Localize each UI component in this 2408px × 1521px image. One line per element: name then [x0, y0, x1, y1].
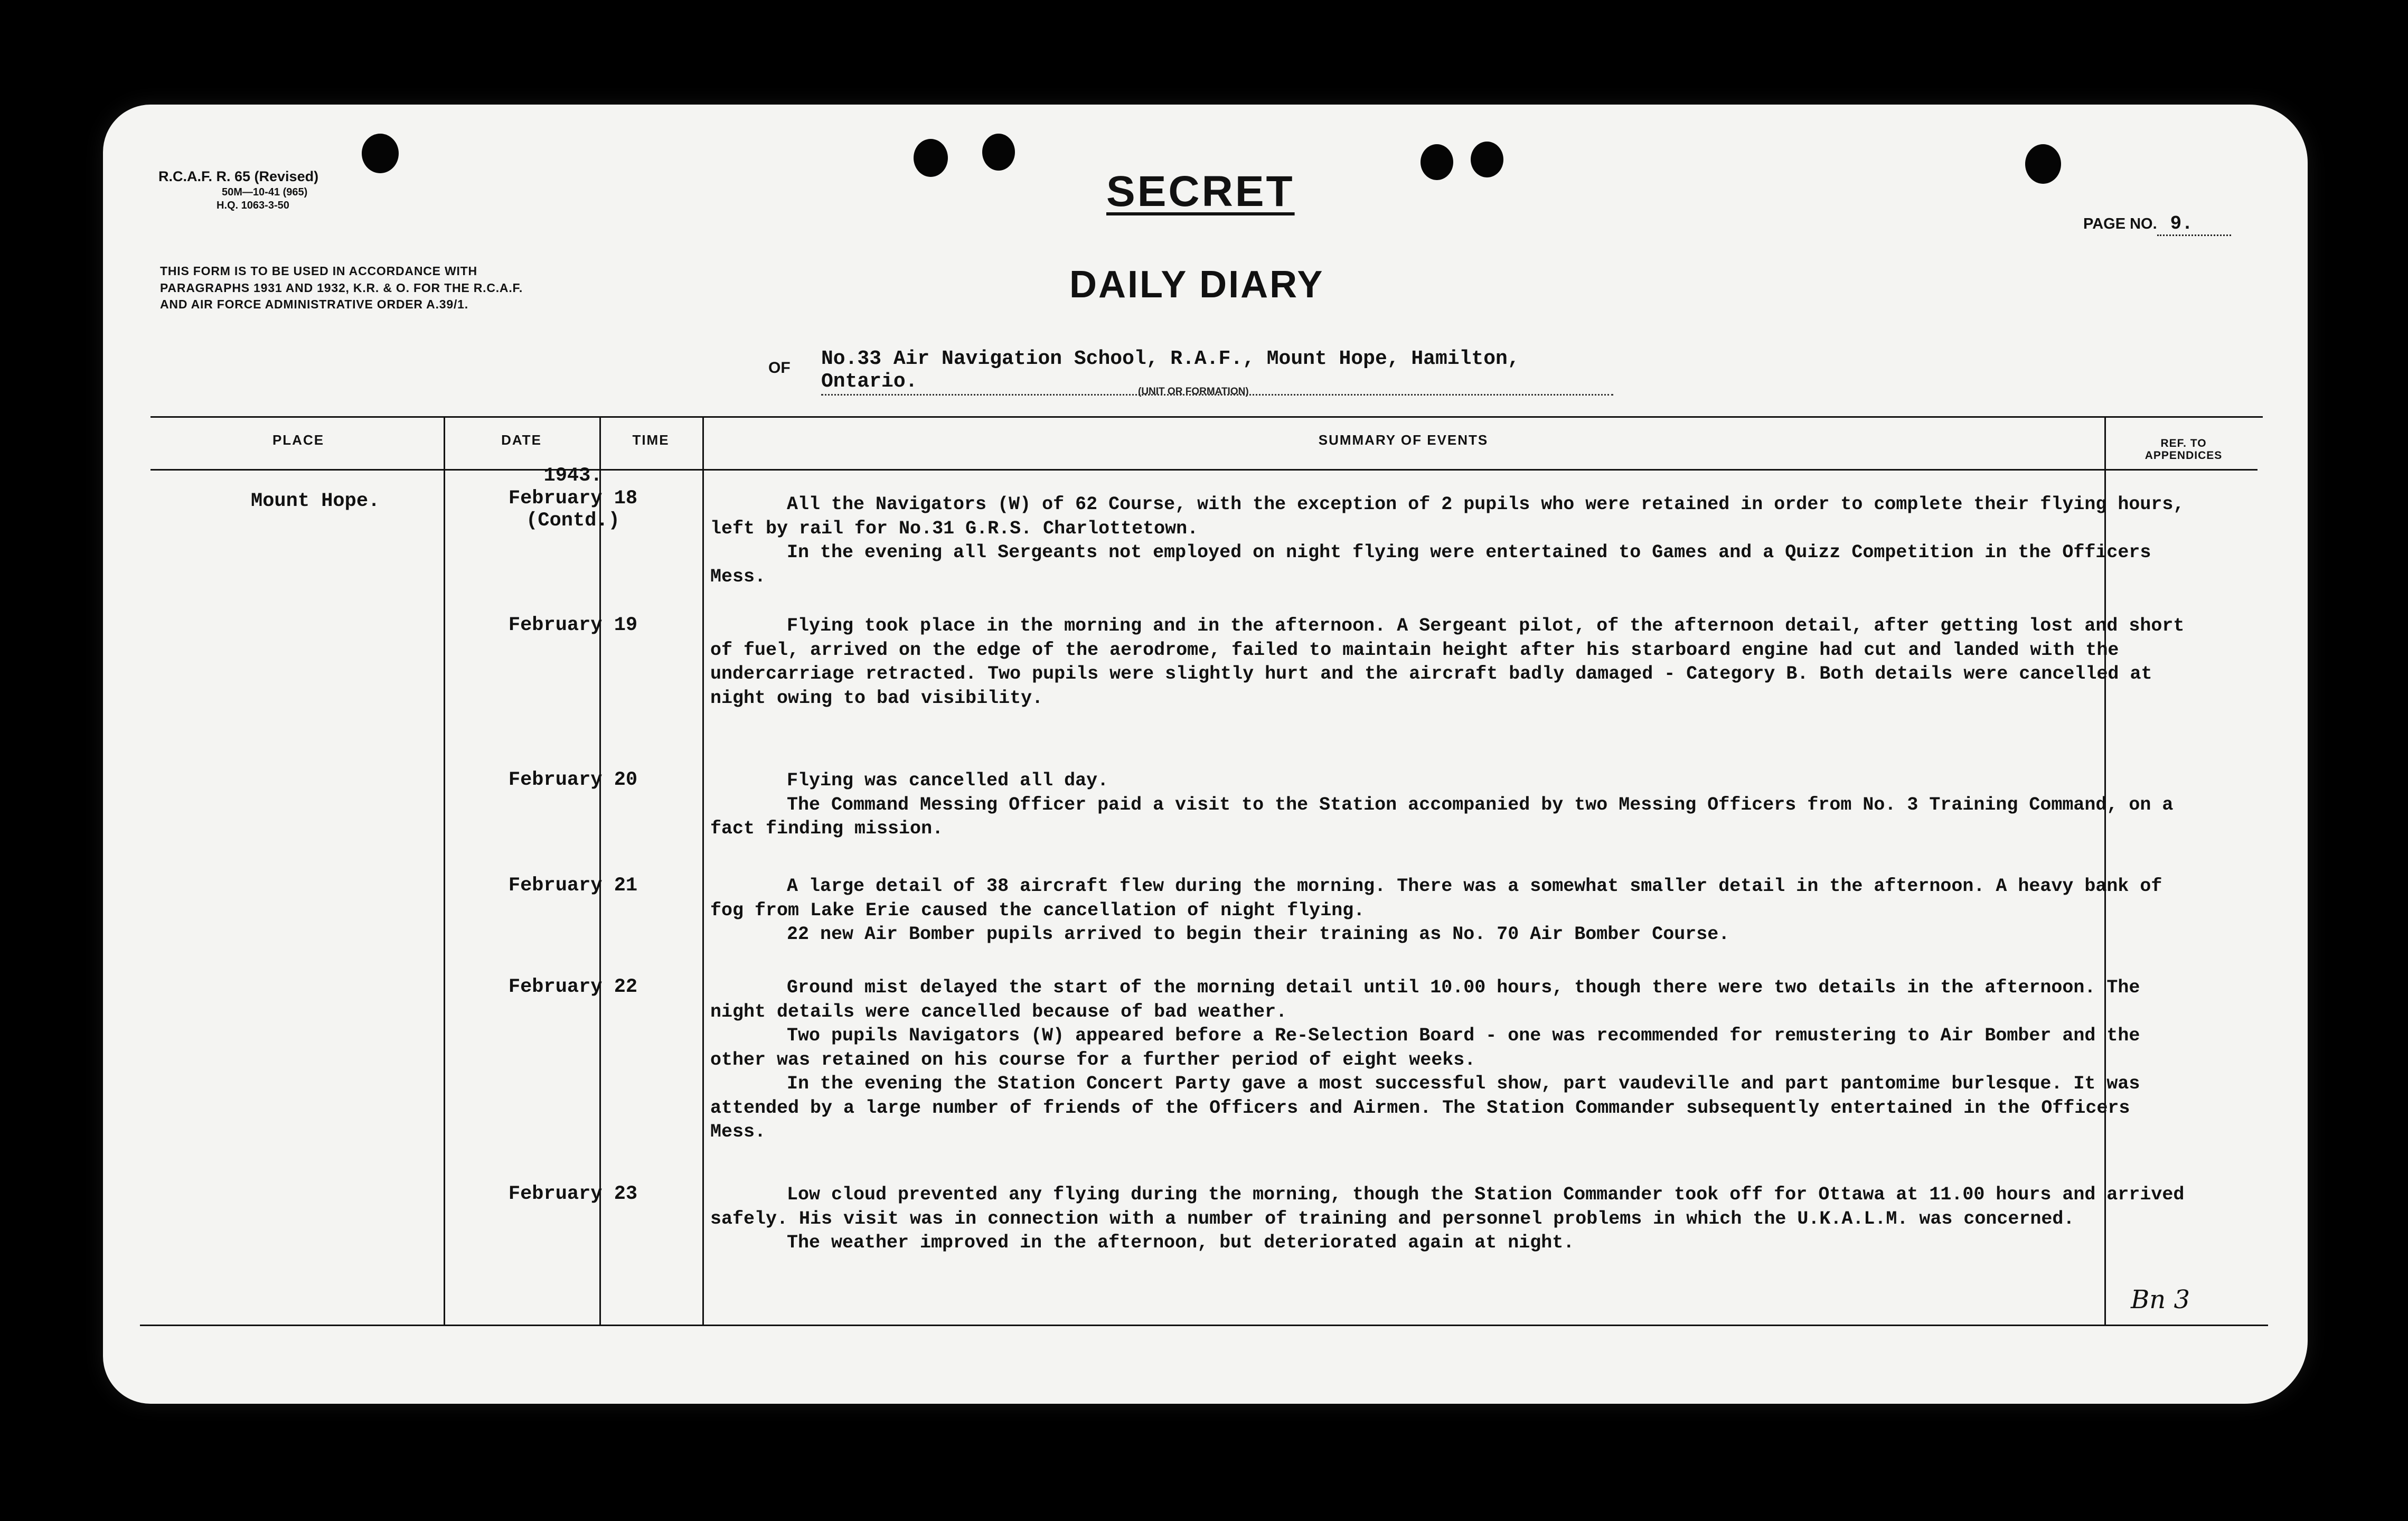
punch-hole [914, 139, 948, 177]
place-value: Mount Hope. [251, 490, 380, 512]
diary-entry [710, 1183, 2194, 1255]
entry-paragraph: In the evening all Sergeants not employed on night flying were entertained to Games and a Quizz Competition in the Officers Mess. [710, 542, 2151, 587]
date-day: February 18 [508, 487, 638, 510]
diary-entry [710, 769, 2194, 841]
column-header-place: PLACE [272, 432, 325, 448]
diary-entry [710, 614, 2194, 710]
column-header-appendices [2104, 437, 2263, 462]
diary-entry [710, 493, 2194, 589]
print-line-2: H.Q. 1063-3-50 [217, 199, 289, 211]
column-header-time: TIME [632, 432, 670, 448]
appendices-header-line-1: REF. TO [2160, 437, 2207, 449]
entry-paragraph: In the evening the Station Concert Party gave a most successful show, part vaudeville and part pantomime burlesque. It was attended by a large number of friends of the Officers and Airmen. The Station Commander subsequently entertained in the Officers Mess. [710, 1073, 2140, 1142]
page-title: DAILY DIARY [1069, 264, 1324, 306]
punch-hole [2025, 144, 2061, 184]
date-cell: February 23 [508, 1183, 638, 1205]
date-cell [446, 465, 700, 532]
punch-hole [1421, 144, 1453, 180]
entry-paragraph: All the Navigators (W) of 62 Course, with the exception of 2 pupils who were retained in order to complete their flying hours, left by rail for No.31 G.R.S. Charlottetown. [710, 494, 2185, 539]
table-top-rule [150, 416, 2263, 418]
entry-paragraph: Flying was cancelled all day. [787, 770, 1109, 791]
entry-paragraph: The weather improved in the afternoon, but deteriorated again at night. [787, 1232, 1575, 1253]
date-cell: February 21 [508, 875, 638, 897]
entry-paragraph: The Command Messing Officer paid a visit to the Station accompanied by two Messing Officers from No. 3 Training Command, on a fact finding mission. [710, 794, 2174, 839]
entry-paragraph: A large detail of 38 aircraft flew during the morning. There was a somewhat smaller detail in the afternoon. A heavy bank of fog from Lake Erie caused the cancellation of night flying. [710, 876, 2162, 921]
diary-entry [710, 976, 2194, 1144]
punch-hole [362, 134, 399, 173]
handwritten-initials: Bn 3 [2131, 1285, 2190, 1315]
page-number-value: 9. [2157, 213, 2231, 236]
column-header-summary: SUMMARY OF EVENTS [1318, 432, 1489, 448]
page-number [2083, 213, 2231, 236]
print-line-1: 50M—10-41 (965) [222, 186, 308, 198]
appendices-header-line-2: APPENDICES [2144, 449, 2223, 462]
date-year: 1943. [543, 465, 603, 487]
diary-sheet [103, 105, 2308, 1404]
form-usage-note: THIS FORM IS TO BE USED IN ACCORDANCE WITH PARAGRAPHS 1931 AND 1932, K.R. & O. FOR THE R.C.A.F. AND AIR FORCE ADMINISTRATIVE ORDER A.39/1. [160, 264, 523, 312]
page-number-label: PAGE NO. [2083, 215, 2157, 232]
column-header-date: DATE [501, 432, 542, 448]
date-cell: February 22 [508, 976, 638, 998]
form-number-block [158, 168, 318, 212]
diary-entry [710, 875, 2194, 947]
entry-paragraph: Low cloud prevented any flying during the morning, though the Station Commander took off for Ottawa at 11.00 hours and arrived safely. His visit was in connection with a number of training and personnel problems in which the U.K.A.L.M. was concerned. [710, 1184, 2185, 1229]
unit-name: No.33 Air Navigation School, R.A.F., Mount Hope, Hamilton, Ontario. [821, 348, 1613, 396]
of-label: OF [768, 359, 791, 377]
punch-hole [1471, 142, 1503, 177]
date-cell: February 20 [508, 769, 638, 791]
form-number: R.C.A.F. R. 65 (Revised) [158, 168, 319, 184]
entry-paragraph: 22 new Air Bomber pupils arrived to begin their training as No. 70 Air Bomber Course. [787, 924, 1730, 945]
entry-paragraph: Ground mist delayed the start of the morning detail until 10.00 hours, though there were two details in the afternoon. The night details were cancelled because of bad weather. [710, 977, 2140, 1022]
entry-paragraph: Flying took place in the morning and in the afternoon. A Sergeant pilot, of the afternoon detail, after getting lost and short of fuel, arrived on the edge of the aerodrome, failed to maintain height after his starboard engine had cut and landed with the undercarriage retracted. Two pupils were slightly hurt and the aircraft badly damaged - Category B. Both details were cancelled at night owing to bad visibility. [710, 615, 2185, 709]
date-note: (Contd.) [526, 510, 620, 532]
table-bottom-rule [140, 1325, 2268, 1326]
classification-stamp: SECRET [1106, 167, 1295, 215]
date-cell: February 19 [508, 614, 638, 636]
punch-hole [982, 134, 1015, 171]
entry-paragraph: Two pupils Navigators (W) appeared before a Re-Selection Board - one was recommended for remustering to Air Bomber and the other was retained on his course for a further period of eight weeks. [710, 1025, 2140, 1071]
column-divider [444, 416, 445, 1325]
column-divider [702, 416, 704, 1325]
unit-caption: (UNIT OR FORMATION) [1138, 386, 1249, 397]
